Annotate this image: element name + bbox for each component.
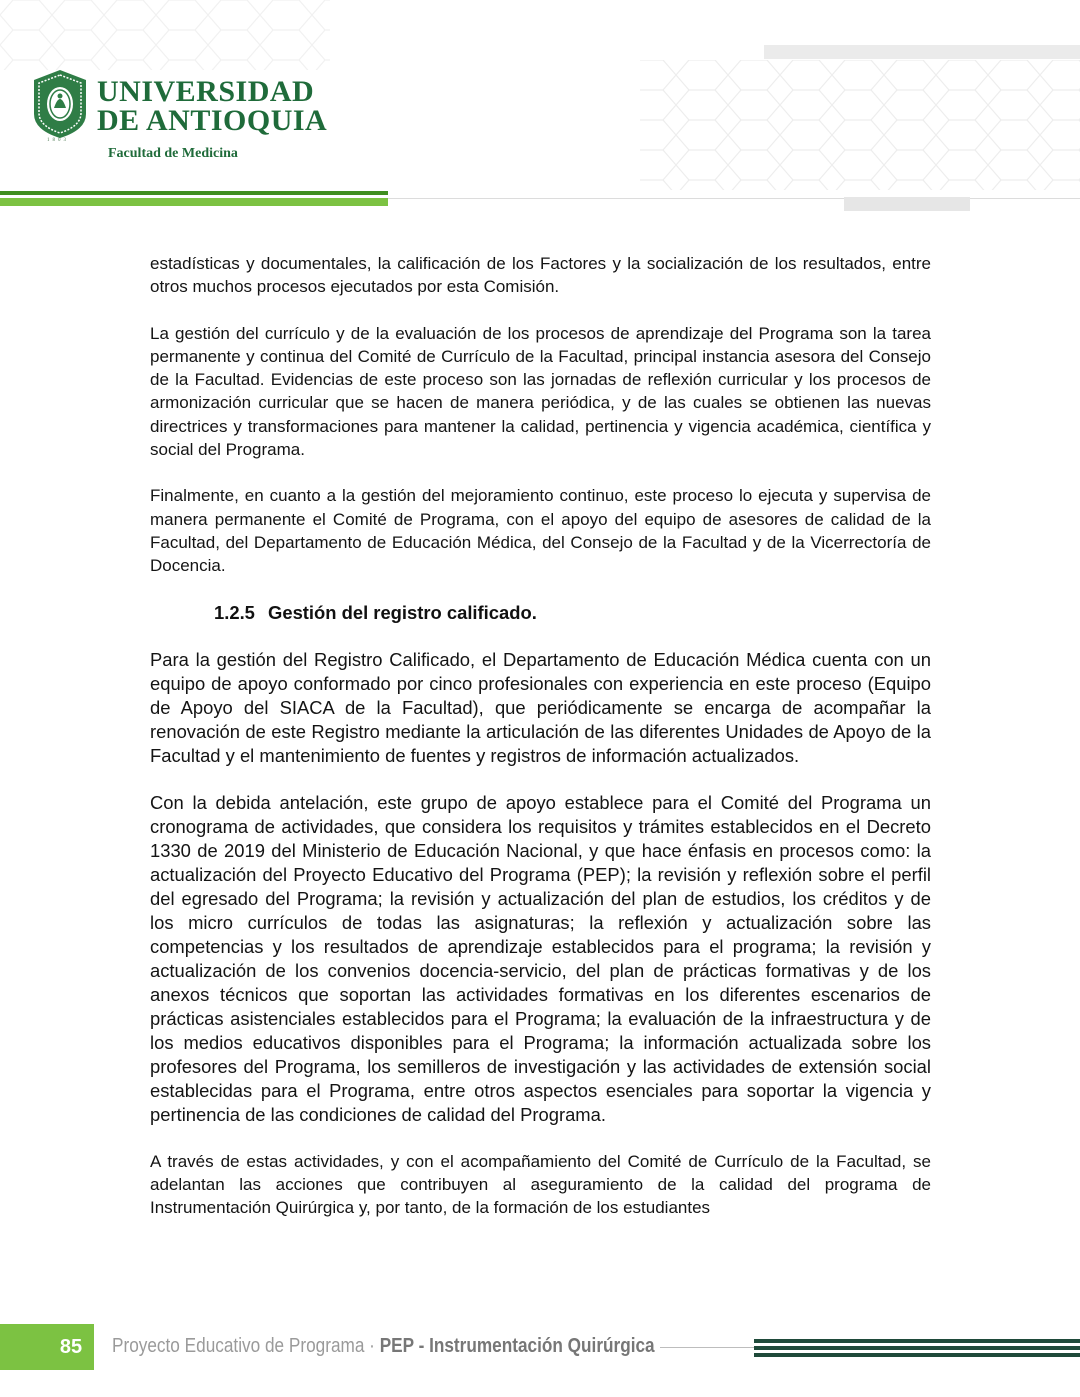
university-name-line1: UNIVERSIDAD	[97, 75, 315, 108]
section-heading	[214, 601, 931, 625]
paragraph-6: A través de estas actividades, y con el acompañamiento del Comité de Currículo de la Facultad, se adelantan las acciones que contribuyen al aseguramiento de la calidad del programa de Instrumentación Quirúrgica y, por tanto, de la formación de los estudiantes	[150, 1151, 931, 1218]
page-number-box	[0, 1324, 94, 1370]
header-green-bar-light	[0, 198, 388, 206]
paragraph-2: La gestión del currículo y de la evaluación de los procesos de aprendizaje del Programa son la tarea permanente y continua del Comité de Currículo de la Facultad, principal instancia asesora del Consejo de la Facultad. Evidencias de este proceso son las jornadas de reflexión curricular y los procesos de armonización curricular que se hacen de manera periódica, y de las cuales se obtienen las nuevas directrices y transformaciones para mantener la calidad, pertinencia y vigencia académica, científica y social del Programa.	[150, 323, 931, 460]
paragraph-1: estadísticas y documentales, la calificación de los Factores y la socialización de los resultados, entre otros muchos procesos ejecutados por esta Comisión.	[150, 254, 931, 297]
footer-stripe	[754, 1346, 1080, 1350]
paragraph-3: Finalmente, en cuanto a la gestión del mejoramiento continuo, este proceso lo ejecuta y supervisa de manera permanente el Comité de Programa, con el apoyo del equipo de asesores de calidad de la Facultad, del Departamento de Educación Médica, del Consejo de la Facultad y de la Vicerrectoría de Docencia.	[150, 486, 931, 576]
footer-doc-code: PEP - Instrumentación Quirúrgica	[379, 1335, 655, 1357]
header-green-bar-dark	[0, 191, 388, 195]
university-seal-icon	[30, 68, 90, 140]
footer-title	[112, 1335, 655, 1358]
faculty-name: Facultad de Medicina	[108, 146, 238, 161]
footer-stripe	[754, 1353, 1080, 1357]
page-body	[150, 252, 931, 1219]
seal-year: 1803	[47, 138, 69, 143]
section-number: 1.2.5	[214, 601, 255, 623]
footer-doc-title: Proyecto Educativo de Programa ·	[112, 1335, 380, 1357]
university-name-line2: DE ANTIOQUIA	[97, 104, 328, 137]
paragraph-4: Para la gestión del Registro Calificado, el Departamento de Educación Médica cuenta con un equipo de apoyo conformado por cinco profesionales con experiencia en este proceso (Equipo de Apoyo del SIACA de la Facultad), que periódicamente se encarga de acompañar la renovación de este Registro mediante la articulación de las diferentes Unidades de Apoyo de la Facultad y el mantenimiento de fuentes y registros de información actualizados.	[150, 648, 931, 766]
header-divider	[388, 198, 1080, 199]
footer-divider	[660, 1347, 754, 1348]
footer-stripe	[754, 1339, 1080, 1343]
page-number: 85	[59, 1335, 83, 1358]
paragraph-5: Con la debida antelación, este grupo de apoyo establece para el Comité del Programa un cronograma de actividades, que considera los requisitos y trámites establecidos en el Decreto 1330 de 2019 del Ministerio de Educación Nacional, y que hace énfasis en procesos como: la actualización del Proyecto Educativo del Programa (PEP); la revisión y reflexión sobre el perfil del egresado del Programa; la revisión y actualización del plan de estudios, los créditos y de los micro currículos de todas las asignaturas; la reflexión y actualización sobre las competencias y los resultados de aprendizaje establecidos para el programa; la revisión y actualización de los convenios docencia-servicio, del plan de prácticas formativas y de los anexos técnicos que soportan las actividades formativas en los diferentes escenarios de prácticas asistenciales establecidos para el Programa; la evaluación de la infraestructura y de los medios educativos disponibles para el Programa; la información actualizada sobre los profesores del Programa, los semilleros de investigación y las actividades de extensión social establecidas para el Programa, entre otros aspectos esenciales para soportar la vigencia y pertinencia de las condiciones de calidad del Programa.	[150, 791, 931, 1125]
section-title: Gestión del registro calificado.	[268, 601, 537, 623]
header-gray-block	[844, 197, 970, 211]
header-gray-bar	[764, 45, 1080, 59]
footer-stripes	[754, 1339, 1080, 1360]
